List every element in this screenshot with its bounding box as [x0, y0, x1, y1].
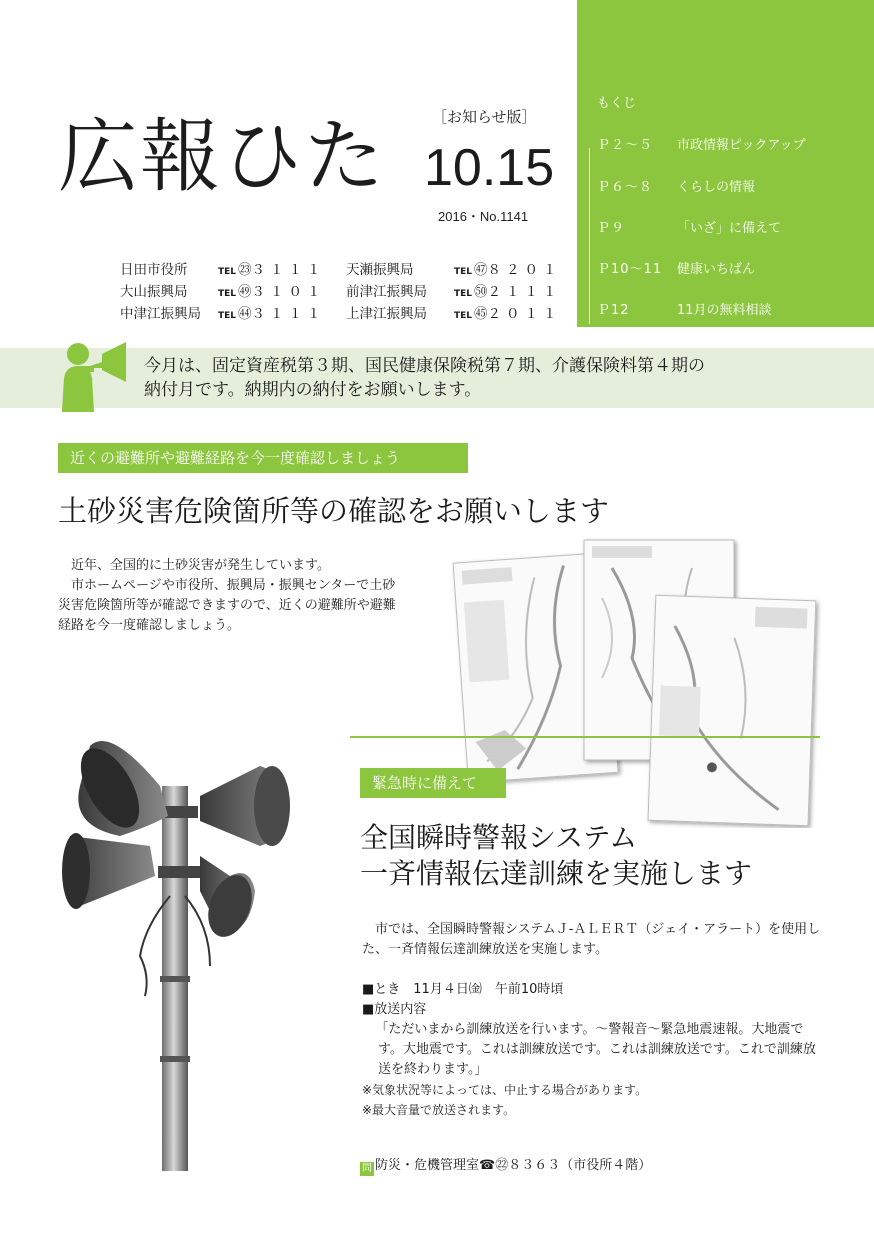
toc-divider	[589, 148, 590, 324]
toc-item[interactable]: Ｐ12 11月の無料相談	[597, 303, 772, 318]
newsletter-title: 広報ひた	[58, 110, 386, 203]
megaphone-person-icon	[58, 338, 130, 412]
office-name: 中津江振興局	[120, 306, 201, 322]
toc-item[interactable]: Ｐ２～５ 市政情報ピックアップ	[597, 138, 806, 153]
office-row	[120, 304, 582, 326]
office-tel: TEL ㊼８２０１	[454, 262, 562, 278]
office-tel: TEL ㊺２０１１	[454, 306, 562, 322]
office-name: 天瀬振興局	[346, 262, 414, 278]
office-name: 日田市役所	[120, 262, 188, 278]
office-tel: TEL ㊹３１１１	[218, 306, 326, 322]
article2-note: ※最大音量で放送されます。	[362, 1103, 516, 1117]
office-phone-list	[120, 260, 582, 326]
issue-date: 10.15	[424, 139, 555, 197]
office-tel: TEL ㊿２１１１	[454, 284, 562, 300]
office-tel: TEL ㉓３１１１	[218, 262, 326, 278]
article2-when: ■とき 11月４日㈮ 午前10時頃	[362, 982, 564, 997]
toc-item[interactable]: Ｐ６～８ くらしの情報	[597, 180, 756, 195]
article2-tag: 緊急時に備えて	[360, 768, 506, 798]
office-row	[120, 260, 582, 282]
article2-note: ※気象状況等によっては、中止する場合があります。	[362, 1083, 648, 1097]
office-row	[120, 282, 582, 304]
article1-tag: 近くの避難所や避難経路を今一度確認しましょう	[58, 443, 468, 473]
inquiry-mark-icon: 問	[362, 1163, 372, 1174]
article2-body	[362, 920, 822, 1120]
payment-notice-text: 今月は、固定資産税第３期、国民健康保険税第７期、介護保険料第４期の 納付月です。納期内の納付をお願いします。	[144, 356, 705, 400]
hazard-map-image	[452, 538, 822, 828]
article1-body: 近年、全国的に土砂災害が発生しています。 市ホームページや市役所、振興局・振興センターで土砂災害危険箇所等が確認できますので、近くの避難所や避難経路を今一度確認しましょう。	[58, 558, 396, 633]
contact-info: 問 防災・危機管理室☎㉒８３６３（市役所４階）	[362, 1158, 652, 1174]
table-of-contents	[577, 0, 874, 327]
article2-intro: 市では、全国瞬時警報システムＪ‐ＡＬＥＲＴ（ジェイ・アラート）を使用した、一斉情報伝達訓練放送を実施します。	[362, 922, 821, 957]
article2-headline: 全国瞬時警報システム 一斉情報伝達訓練を実施します	[360, 821, 753, 890]
loudspeaker-tower-photo	[50, 726, 350, 1171]
toc-item[interactable]: Ｐ９ 「いざ」に備えて	[597, 221, 782, 236]
office-name: 上津江振興局	[346, 306, 427, 322]
office-name: 前津江振興局	[346, 284, 427, 300]
edition-label: ［お知らせ版］	[432, 108, 537, 126]
office-tel: TEL ㊾３１０１	[218, 284, 326, 300]
toc-heading: もくじ	[597, 96, 637, 111]
toc-item[interactable]: Ｐ10～11 健康いちばん	[597, 262, 756, 277]
article1-headline: 土砂災害危険箇所等の確認をお願いします	[58, 494, 610, 528]
office-name: 大山振興局	[120, 284, 188, 300]
article2-quote: 「ただいまから訓練放送を行います。～警報音～緊急地震速報。大地震です。大地震です。これは訓練放送です。これは訓練放送です。これで訓練放送を終わります。」	[375, 1022, 816, 1077]
issue-number: 2016・No.1141	[438, 209, 529, 224]
article2-content-label: ■放送内容	[362, 1002, 427, 1017]
